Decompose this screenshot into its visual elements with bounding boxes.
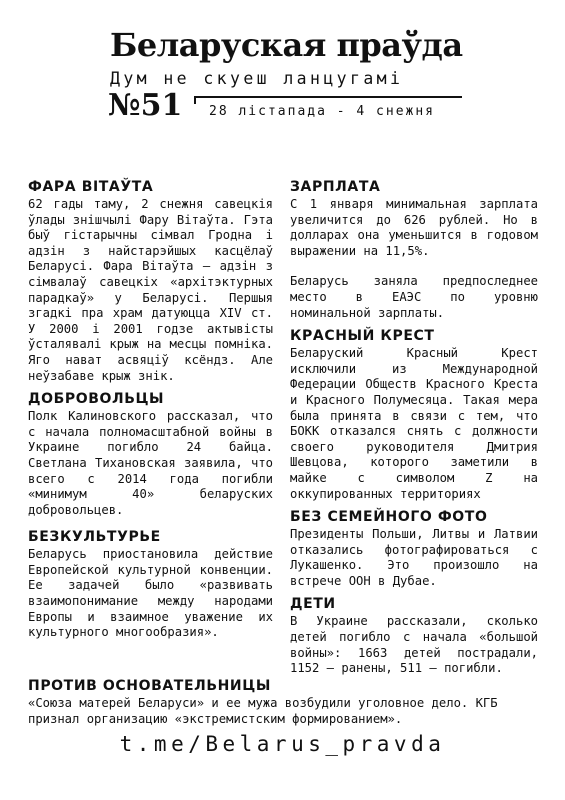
article-heading: ДОБРОВОЛЬЦЫ bbox=[28, 391, 165, 408]
issue-dates: 28 лістапада - 4 снежня bbox=[209, 104, 436, 119]
newspaper-slogan: Дум не скуеш ланцугамі bbox=[110, 69, 404, 88]
article-heading: ПРОТИВ ОСНОВАТЕЛЬНИЦЫ bbox=[28, 678, 271, 694]
article-volunteers bbox=[28, 390, 273, 518]
article-photo bbox=[290, 508, 538, 589]
header-rule bbox=[194, 96, 462, 98]
article-text: 62 гады таму, 2 снежня савецкія ўлады знішчылі Фару Вітаўта. Гэта быў гістарычны сімвал Гродна і адзін з найстарэйшых касцёлаў Беларусі. Фара Вітаўта — адзін з сімвалаў савецкіх «архітэктурных парадкаў» у Беларусі. Першыя згадкі пра храм датуюцца XIV ст. У 2000 і 2001 годзе актывісты ўсталявалі крыж на месцы помніка. Яго нават асвяціў ксёндз. Але неўзабаве крыж знік. bbox=[28, 197, 273, 383]
article-heading: ДЕТИ bbox=[290, 596, 336, 613]
article-heading: КРАСНЫЙ КРЕСТ bbox=[290, 328, 435, 345]
right-column bbox=[290, 178, 538, 677]
article-text: С 1 января минимальная зарплата увеличится до 626 рублей. Но в долларах она уменьшится в годовом выражении на 11,5%. bbox=[290, 197, 538, 258]
article-heading: ЗАРПЛАТА bbox=[290, 179, 381, 195]
newspaper-title: Беларуская праўда bbox=[110, 26, 463, 64]
article-children bbox=[290, 595, 538, 676]
telegram-link[interactable]: t.me/Belarus_pravda bbox=[119, 732, 446, 756]
article-text: Президенты Польши, Литвы и Латвии отказались фотографироваться с Лукашенко. Это произошло на встрече ООН в Дубае. bbox=[290, 527, 538, 588]
article-text: Беларуский Красный Крест исключили из Международной Федерации Обществ Красного Креста и Красного Полумесяца. Такая мера была принята в связи с тем, что БОКК отказался снять с должности своего руководителя Дмитрия Шевцова, которого заметили в майке с символом Z на оккупированных территориях bbox=[290, 346, 538, 501]
article-text: «Союза матерей Беларуси» и ее мужа возбудили уголовное дело. КГБ признал организацию «экстремистским формированием». bbox=[28, 696, 498, 726]
article-culture bbox=[28, 528, 273, 641]
article-salary bbox=[290, 178, 538, 321]
article-text: Беларусь заняла предпоследнее место в ЕАЭС по уровню номинальной зарплаты. bbox=[290, 274, 538, 320]
article-fara bbox=[28, 178, 273, 384]
article-heading: БЕЗКУЛЬТУРЬЕ bbox=[28, 529, 161, 546]
article-heading: ФАРА ВІТАЎТА bbox=[28, 179, 154, 195]
article-redcross bbox=[290, 327, 538, 502]
article-text: Беларусь приостановила действие Европейской культурной конвенции. Ее задачей было «развивать взаимопонимание между народами Европы и взаимное уважение их культурного многообразия». bbox=[28, 547, 273, 640]
header-rule-tick bbox=[194, 96, 196, 104]
article-founder bbox=[28, 677, 540, 727]
left-column bbox=[28, 178, 273, 641]
article-text: Полк Калиновского рассказал, что с начала полномасштабной войны в Украине погибло 24 байца. Светлана Тихановская заявила, что всего с 2014 года погибли «минимум 40» беларуских добровольцев. bbox=[28, 409, 273, 517]
article-heading: БЕЗ СЕМЕЙНОГО ФОТО bbox=[290, 509, 488, 526]
article-text: В Украине рассказали, сколько детей погибло с начала «большой войны»: 1663 детей пострадали, 1152 — ранены, 511 — погибли. bbox=[290, 614, 538, 676]
issue-number: №51 bbox=[108, 88, 183, 123]
